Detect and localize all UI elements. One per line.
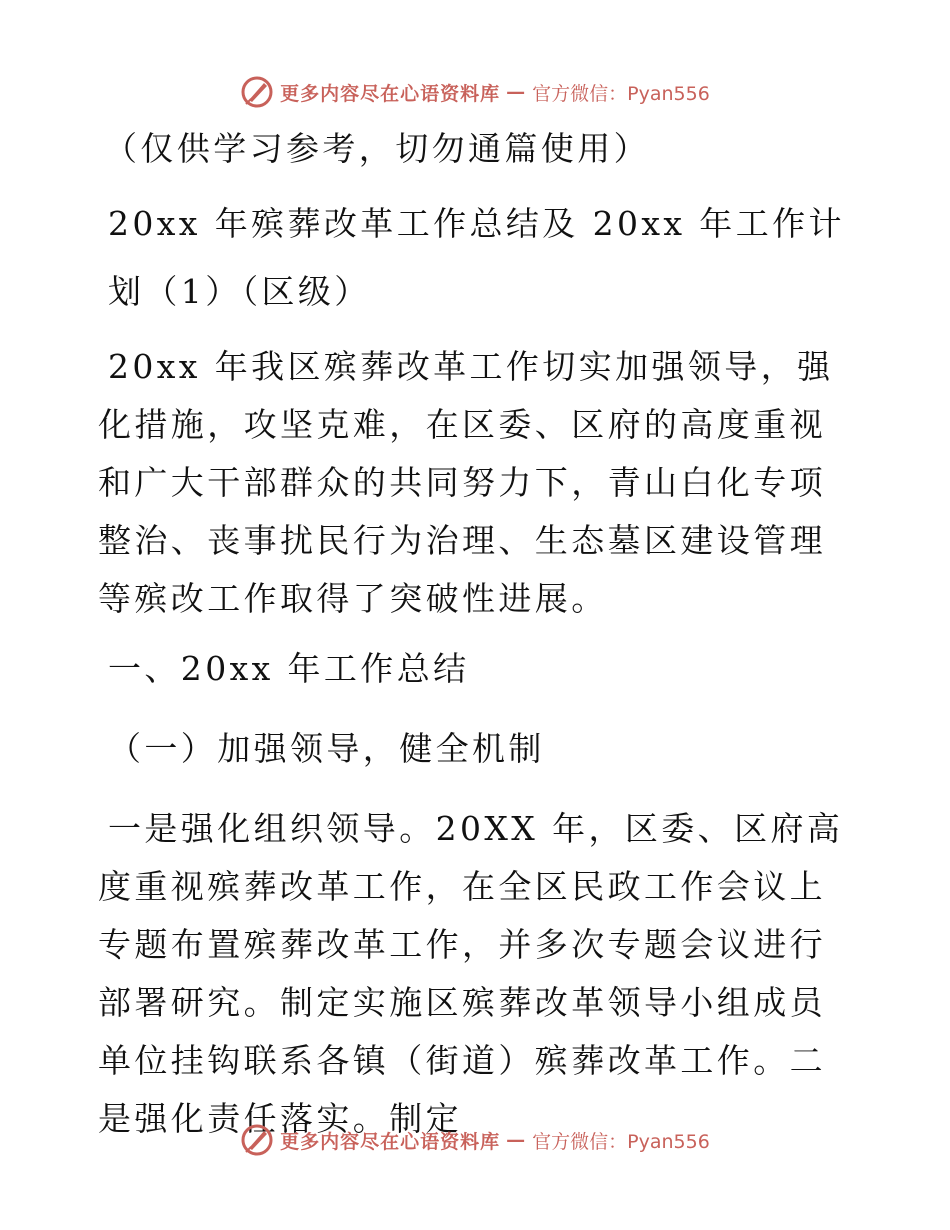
watermark-banner-top [0, 72, 950, 112]
watermark-text: 更多内容尽在心语资料库 [280, 1130, 501, 1153]
watermark-banner-bottom [0, 1120, 950, 1160]
watermark-wechat: 官方微信：Pyan556 [532, 1130, 710, 1153]
document-body [98, 120, 850, 1160]
watermark-text: 更多内容尽在心语资料库 [280, 82, 501, 105]
watermark-dash: — [506, 1129, 527, 1151]
watermark-wechat: 官方微信：Pyan556 [532, 82, 710, 105]
usage-note: （仅供学习参考，切勿通篇使用） [104, 129, 650, 168]
intro-paragraph: 20xx 年我区殡葬改革工作切实加强领导，强化措施，攻坚克难，在区委、区府的高度重视和广大干部群众的共同努力下，青山白化专项整治、丧事扰民行为治理、生态墓区建设管理等殡改工作取得了突破性进展。 [98, 347, 834, 618]
document-title: 20xx 年殡葬改革工作总结及 20xx 年工作计划（1）（区级） [108, 204, 845, 311]
section-heading: 一、20xx 年工作总结 [108, 649, 470, 688]
subsection-heading: （一）加强领导，健全机制 [108, 729, 545, 768]
quill-logo-icon [240, 1123, 274, 1157]
watermark-dash: — [506, 81, 527, 103]
body-paragraph: 一是强化组织领导。20XX 年，区委、区府高度重视殡葬改革工作，在全区民政工作会议上专题布置殡葬改革工作，并多次专题会议进行部署研究。制定实施区殡葬改革领导小组成员单位挂钩联系各镇（街道）殡葬改革工作。二是强化责任落实。制定 [98, 809, 844, 1138]
quill-logo-icon [240, 75, 274, 109]
